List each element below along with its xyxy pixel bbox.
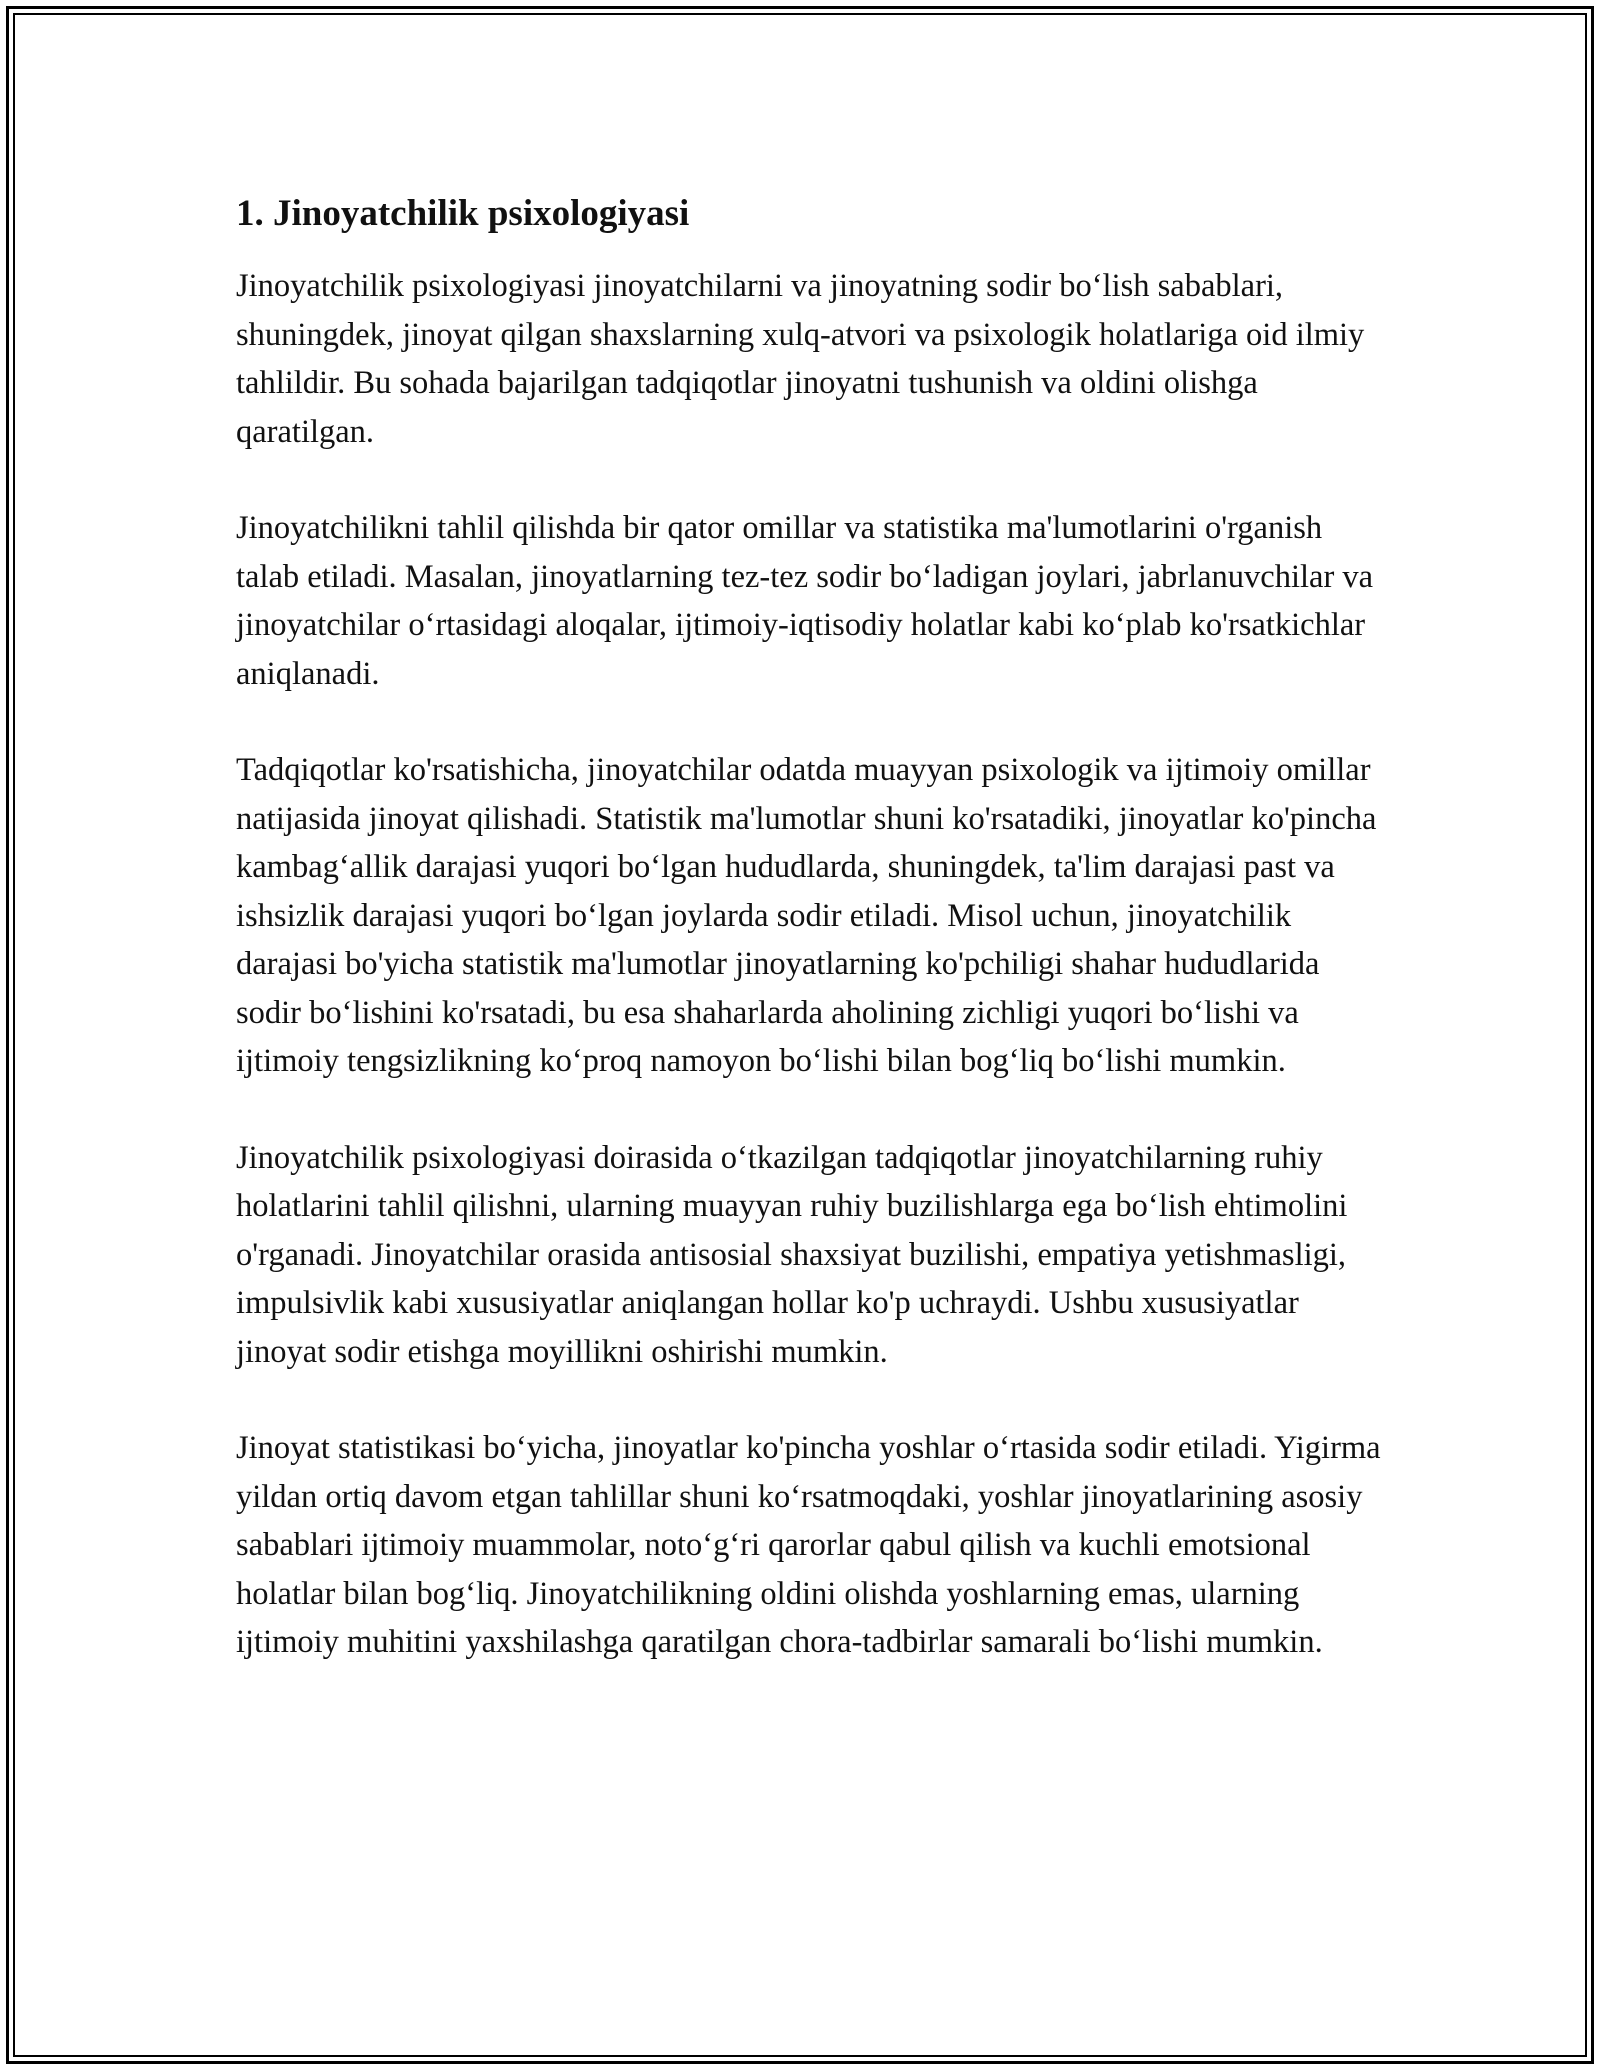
paragraph-5: Jinoyat statistikasi bo‘yicha, jinoyatlar ko'pincha yoshlar o‘rtasida sodir etiladi. Yigirma yildan ortiq davom etgan tahlillar shuni ko‘rsatmoqdaki, yoshlar jinoyatlarining asosiy sabablari ijtimoiy muammolar, noto‘g‘ri qarorlar qabul qilish va kuchli emotsional holatlar bilan bog‘liq. Jinoyatchilikning oldini olishda yoshlarning emas, ularning ijtimoiy muhitini yaxshilashga qaratilgan chora-tadbirlar samarali bo‘lishi mumkin. [236, 1430, 1381, 1660]
document-body [236, 188, 1386, 1715]
document-title: 1. Jinoyatchilik psixologiyasi [236, 193, 690, 234]
paragraph-4: Jinoyatchilik psixologiyasi doirasida o‘tkazilgan tadqiqotlar jinoyatchilarning ruhiy holatlarini tahlil qilishni, ularning muayyan ruhiy buzilishlarga ega bo‘lish ehtimolini o'rganadi. Jinoyatchilar orasida antisosial shaxsiyat buzilishi, empatiya yetishmasligi, impulsivlik kabi xususiyatlar aniqlangan hollar ko'p uchraydi. Ushbu xususiyatlar jinoyat sodir etishga moyillikni oshirishi mumkin. [236, 1139, 1348, 1370]
paragraph-3: Tadqiqotlar ko'rsatishicha, jinoyatchilar odatda muayyan psixologik va ijtimoiy omillar natijasida jinoyat qilishadi. Statistik ma'lumotlar shuni ko'rsatadiki, jinoyatlar ko'pincha kambag‘allik darajasi yuqori bo‘lgan hududlarda, shuningdek, ta'lim darajasi past va ishsizlik darajasi yuqori bo‘lgan joylarda sodir etiladi. Misol uchun, jinoyatchilik darajasi bo'yicha statistik ma'lumotlar jinoyatlarning ko'pchiligi shahar hududlarida sodir bo‘lishini ko'rsatadi, bu esa shaharlarda aholining zichligi yuqori bo‘lishi va ijtimoiy tengsizlikning ko‘proq namoyon bo‘lishi bilan bog‘liq bo‘lishi mumkin. [236, 752, 1377, 1079]
paragraph-2: Jinoyatchilikni tahlil qilishda bir qator omillar va statistika ma'lumotlarini o'rganish talab etiladi. Masalan, jinoyatlarning tez-tez sodir bo‘ladigan joylari, jabrlanuvchilar va jinoyatchilar o‘rtasidagi aloqalar, ijtimoiy-iqtisodiy holatlar kabi ko‘plab ko'rsatkichlar aniqlanadi. [236, 510, 1374, 692]
paragraph-1: Jinoyatchilik psixologiyasi jinoyatchilarni va jinoyatning sodir bo‘lish sabablari, shuningdek, jinoyat qilgan shaxslarning xulq-atvori va psixologik holatlariga oid ilmiy tahlildir. Bu sohada bajarilgan tadqiqotlar jinoyatni tushunish va oldini olishga qaratilgan. [236, 268, 1365, 450]
